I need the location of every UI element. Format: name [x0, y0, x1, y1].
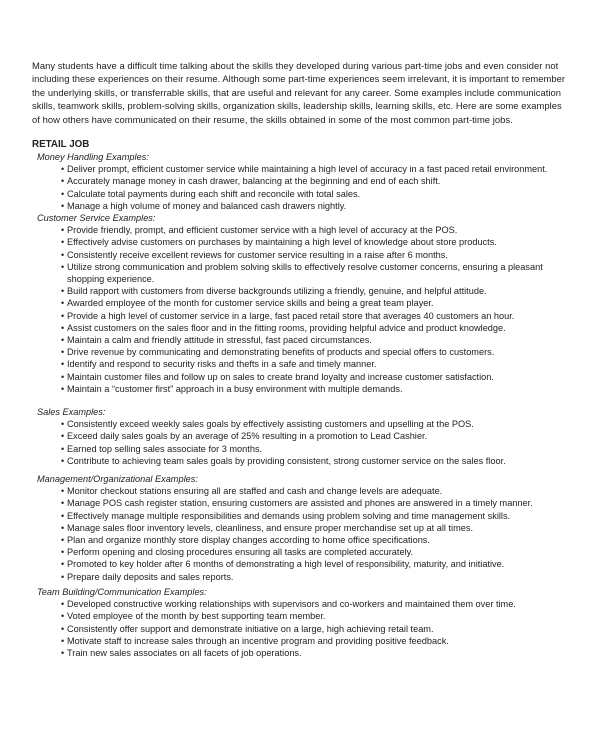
list-item: [37, 383, 577, 395]
list-item: [37, 188, 577, 200]
list-item: [37, 358, 577, 370]
intro-paragraph: Many students have a difficult time talking about the skills they developed during various part-time jobs and even consider not including these experiences on their resume. Although some part-time experiences seem irrelevant, it is important to remember the underlying skills, or transferrable skills, that are useful and relevant for any career. Some examples include communication skills, teamwork skills, problem-solving skills, organization skills, leadership skills, learning skills, etc. Here are some examples of how others have communicated on their resume, the skills obtained in some of the most common part-time jobs.: [32, 60, 566, 125]
bullet-icon: •: [61, 286, 65, 297]
group-sales: [37, 406, 577, 467]
list-item: [37, 310, 577, 322]
list-item: [37, 647, 577, 659]
bullet-icon: •: [61, 164, 65, 175]
bullet-icon: •: [61, 571, 65, 582]
bullet-icon: •: [61, 498, 65, 509]
list-item-text: Accurately manage money in cash drawer, balancing at the beginning and end of each shift.: [67, 176, 441, 187]
list-item: [37, 346, 577, 358]
list-item-text: Plan and organize monthly store display changes according to home office specifications.: [67, 535, 430, 546]
list-item-text: Perform opening and closing procedures ensuring all tasks are completed accurately.: [67, 547, 414, 558]
bullet-list: [37, 598, 577, 659]
list-item: [37, 455, 577, 467]
list-item-text: Developed constructive working relationships with supervisors and co-workers and maintained them over time.: [67, 599, 516, 610]
section-title: RETAIL JOB: [32, 139, 90, 150]
list-item: [37, 546, 577, 558]
bullet-list: [37, 485, 577, 583]
group-title: Sales Examples:: [37, 407, 106, 417]
bullet-list: [37, 224, 577, 395]
list-item: [37, 534, 577, 546]
list-item: [37, 485, 577, 497]
list-item-text: Effectively manage multiple responsibilities and demands using problem solving and time management skills.: [67, 510, 511, 521]
list-item: [37, 371, 577, 383]
bullet-icon: •: [61, 261, 65, 272]
list-item-text: Maintain a “customer first” approach in a busy environment with multiple demands.: [67, 383, 403, 394]
list-item: [37, 418, 577, 430]
list-item-text: Motivate staff to increase sales through an incentive program and providing positive feedback.: [67, 635, 449, 646]
bullet-list: [37, 418, 577, 467]
bullet-icon: •: [61, 347, 65, 358]
bullet-icon: •: [61, 310, 65, 321]
list-item-text: Maintain customer files and follow up on sales to create brand loyalty and increase customer satisfaction.: [67, 371, 494, 382]
bullet-icon: •: [61, 322, 65, 333]
list-item: [37, 571, 577, 583]
list-item-text: Assist customers on the sales floor and in the fitting rooms, providing helpful advice and product knowledge.: [67, 322, 506, 333]
bullet-icon: •: [61, 486, 65, 497]
bullet-icon: •: [61, 522, 65, 533]
bullet-icon: •: [61, 188, 65, 199]
list-item: [37, 224, 577, 236]
list-item: [37, 334, 577, 346]
list-item-text: Provide a high level of customer service in a large, fast paced retail store that averages 40 customers an hour.: [67, 310, 515, 321]
list-item-text: Identify and respond to security risks and thefts in a safe and timely manner.: [67, 359, 377, 370]
list-item: [37, 522, 577, 534]
list-item: [37, 322, 577, 334]
list-item: [37, 175, 577, 187]
list-item: [37, 249, 577, 261]
list-item-text: Manage a high volume of money and balanced cash drawers nightly.: [67, 200, 347, 211]
bullet-icon: •: [61, 648, 65, 659]
list-item-text: Maintain a calm and friendly attitude in stressful, fast paced circumstances.: [67, 335, 372, 346]
list-item-text: Consistently exceed weekly sales goals by effectively assisting customers and upselling at the POS.: [67, 419, 474, 430]
list-item: [37, 610, 577, 622]
list-item: [37, 497, 577, 509]
list-item-text: Deliver prompt, efficient customer service while maintaining a high level of accuracy in a fast paced retail environment.: [67, 164, 548, 175]
bullet-icon: •: [61, 200, 65, 211]
bullet-icon: •: [61, 237, 65, 248]
bullet-icon: •: [61, 535, 65, 546]
bullet-icon: •: [61, 559, 65, 570]
group-management: [37, 473, 577, 583]
bullet-icon: •: [61, 431, 65, 442]
list-item: [37, 236, 577, 248]
bullet-icon: •: [61, 510, 65, 521]
list-item-text: Manage POS cash register station, ensuring customers are assisted and phones are answered in a timely manner.: [67, 498, 533, 509]
list-item: [37, 635, 577, 647]
list-item: [37, 598, 577, 610]
bullet-icon: •: [61, 176, 65, 187]
bullet-icon: •: [61, 371, 65, 382]
list-item: [37, 285, 577, 297]
list-item-text: Promoted to key holder after 6 months of demonstrating a high level of responsibility, maturity, and initiative.: [67, 559, 505, 570]
bullet-icon: •: [61, 335, 65, 346]
list-item-text: Provide friendly, prompt, and efficient customer service with a high level of accuracy at the POS.: [67, 225, 458, 236]
list-item-text: Prepare daily deposits and sales reports.: [67, 571, 234, 582]
group-customer-service: [37, 212, 577, 395]
group-title: Management/Organizational Examples:: [37, 474, 198, 484]
list-item: [37, 430, 577, 442]
bullet-icon: •: [61, 298, 65, 309]
bullet-icon: •: [61, 225, 65, 236]
bullet-icon: •: [61, 635, 65, 646]
list-item-text: Earned top selling sales associate for 3 months.: [67, 443, 263, 454]
bullet-icon: •: [61, 547, 65, 558]
group-team-building: [37, 586, 577, 659]
list-item-text: Effectively advise customers on purchases by maintaining a high level of knowledge about store products.: [67, 237, 497, 248]
list-item-text: Awarded employee of the month for customer service skills and being a great team player.: [67, 298, 434, 309]
list-item-text: Build rapport with customers from diverse backgrounds utilizing a friendly, genuine, and helpful attitude.: [67, 286, 487, 297]
bullet-icon: •: [61, 419, 65, 430]
bullet-list: [37, 163, 577, 212]
group-title: Money Handling Examples:: [37, 152, 149, 162]
group-title: Customer Service Examples:: [37, 213, 156, 223]
list-item: [37, 623, 577, 635]
bullet-icon: •: [61, 383, 65, 394]
list-item: [37, 510, 577, 522]
list-item-text: Exceed daily sales goals by an average of 25% resulting in a promotion to Lead Cashier.: [67, 431, 428, 442]
bullet-icon: •: [61, 443, 65, 454]
list-item-text: Train new sales associates on all facets of job operations.: [67, 648, 302, 659]
group-money-handling: [37, 151, 577, 212]
list-item-text: Consistently receive excellent reviews for customer service resulting in a raise after 6 months.: [67, 249, 448, 260]
list-item: [37, 261, 577, 285]
bullet-icon: •: [61, 599, 65, 610]
bullet-icon: •: [61, 249, 65, 260]
list-item: [37, 200, 577, 212]
list-item-text: Contribute to achieving team sales goals by providing consistent, strong customer service on the sales floor.: [67, 455, 506, 466]
bullet-icon: •: [61, 455, 65, 466]
list-item-text: Calculate total payments during each shift and reconcile with total sales.: [67, 188, 361, 199]
list-item-text: Manage sales floor inventory levels, cleanliness, and ensure proper merchandise set up at all times.: [67, 522, 473, 533]
bullet-icon: •: [61, 623, 65, 634]
list-item-text: Drive revenue by communicating and demonstrating benefits of products and special offers to customers.: [67, 347, 495, 358]
list-item-text: Monitor checkout stations ensuring all are staffed and cash and change levels are adequate.: [67, 486, 443, 497]
list-item: [37, 443, 577, 455]
bullet-icon: •: [61, 359, 65, 370]
list-item: [37, 558, 577, 570]
list-item-text: Voted employee of the month by best supporting team member.: [67, 611, 326, 622]
list-item-text: Utilize strong communication and problem solving skills to effectively resolve customer concerns, ensuring a pleasant shopping experience.: [67, 261, 543, 285]
list-item: [37, 163, 577, 175]
group-title: Team Building/Communication Examples:: [37, 587, 207, 597]
list-item-text: Consistently offer support and demonstrate initiative on a large, high achieving retail team.: [67, 623, 434, 634]
list-item: [37, 297, 577, 309]
bullet-icon: •: [61, 611, 65, 622]
